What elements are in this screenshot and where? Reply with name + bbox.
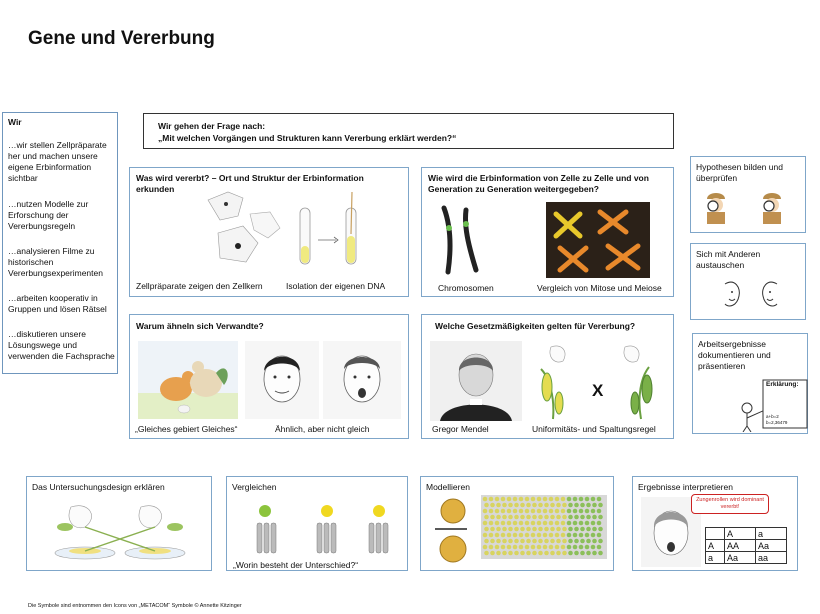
bottom-vergleichen: [226, 476, 408, 571]
wir-item-1: …wir stellen Zellpräparate her und machen unsere eigene Erbinformation sichtbar: [8, 140, 107, 183]
bottom-design-text: Das Untersuchungsdesign erklären: [32, 482, 165, 492]
panel-weitergegeben-caption-2: Vergleich von Mitose und Meiose: [537, 283, 662, 293]
side-dokumentieren: [692, 333, 808, 434]
punnett-cell: a: [756, 528, 787, 540]
side-austauschen-text: Sich mit Anderen austauschen: [696, 249, 761, 270]
panel-verwandte-heading: Warum ähneln sich Verwandte?: [136, 321, 264, 331]
punnett-cell: Aa: [756, 540, 787, 552]
bottom-interpretieren-text: Ergebnisse interpretieren: [638, 482, 733, 492]
board-formula-2: b=2,36479: [766, 420, 788, 425]
question-line-1: Wir gehen der Frage nach:: [158, 121, 266, 131]
question-box: [143, 113, 674, 149]
punnett-row: [706, 528, 787, 540]
footer-note: Die Symbole sind entnommen den Icons von „METACOM“ Symbole © Annette Kitzinger: [28, 603, 242, 609]
wir-item-2: …nutzen Modelle zur Erforschung der Vererbungsregeln: [8, 199, 89, 231]
panel-vererbt-caption-1: Zellpräparate zeigen den Zellkern: [136, 281, 263, 291]
cell-preparation-image: [198, 188, 288, 268]
magnifier-person-icon: [699, 189, 799, 225]
wir-item-4: …arbeiten kooperativ in Gruppen und lösen Rätsel: [8, 293, 107, 314]
chickens-image: [138, 341, 238, 419]
punnett-cell: [706, 528, 725, 540]
side-hypothesen: [690, 156, 806, 233]
chromosome-model-image: [430, 204, 490, 276]
panel-verwandte-caption-2: Ähnlich, aber nicht gleich: [275, 424, 370, 434]
panel-verwandte: [129, 314, 409, 439]
wir-heading: Wir: [8, 117, 22, 127]
panel-weitergegeben-caption-1: Chromosomen: [438, 283, 494, 293]
board-title: Erklärung:: [766, 381, 799, 388]
punnett-cell: AA: [725, 540, 756, 552]
bottom-design: [26, 476, 212, 571]
chromosome-compare-image: [247, 501, 397, 557]
punnett-cell: A: [725, 528, 756, 540]
side-austauschen: [690, 243, 806, 320]
panel-vererbt-heading: Was wird vererbt? – Ort und Struktur der Erbinformation erkunden: [136, 173, 364, 194]
panel-weitergegeben-heading: Wie wird die Erbinformation von Zelle zu Zelle und von Generation zu Generation weitergegeben?: [428, 173, 649, 194]
wir-item-3: …analysieren Filme zu historischen Vererbungsexperimenten: [8, 246, 103, 278]
panel-gesetze-caption-1: Gregor Mendel: [432, 424, 489, 434]
wir-box: [2, 112, 118, 374]
punnett-square: [705, 527, 787, 564]
punnett-row: [706, 540, 787, 552]
portrait-1-image: [245, 341, 319, 419]
bead-model-image: [481, 495, 607, 559]
board-formula-1: a+b=2: [766, 414, 779, 419]
wir-item-5: …diskutieren unsere Lösungswege und verwenden die Fachsprache: [8, 329, 115, 361]
talking-faces-icon: [721, 278, 781, 312]
bottom-modellieren: [420, 476, 614, 571]
page-title: Gene und Vererbung: [28, 28, 215, 49]
panel-gesetze-heading: Welche Gesetzmäßigkeiten gelten für Vererbung?: [435, 321, 636, 331]
punnett-cell: Aa: [725, 552, 756, 564]
punnett-row: [706, 552, 787, 564]
bottom-modellieren-text: Modellieren: [426, 482, 470, 492]
speech-bubble: Zungenrollen wird dominant vererbt!: [691, 494, 769, 514]
mendel-portrait-image: [430, 341, 522, 421]
bottom-interpretieren: [632, 476, 798, 571]
panel-vererbt-caption-2: Isolation der eigenen DNA: [286, 281, 386, 291]
bottom-vergleichen-text: Vergleichen: [232, 482, 277, 492]
bottom-vergleichen-question: „Worin besteht der Unterschied?“: [233, 560, 359, 570]
panel-gesetze: [421, 314, 674, 439]
cross-symbol: X: [592, 381, 604, 400]
punnett-cell: a: [706, 552, 725, 564]
mitosis-meiosis-image: [546, 202, 650, 278]
question-line-2: „Mit welchen Vorgängen und Strukturen kann Vererbung erklärt werden?“: [158, 133, 457, 143]
dna-isolation-image: [292, 190, 372, 270]
portrait-2-image: [323, 341, 401, 419]
panel-gesetze-caption-2: Uniformitäts- und Spaltungsregel: [532, 424, 656, 434]
experiment-design-image: [45, 497, 195, 567]
punnett-cell: aa: [756, 552, 787, 564]
side-dokumentieren-text: Arbeitsergebnisse dokumentieren und präsentieren: [698, 339, 771, 371]
panel-vererbt: [129, 167, 409, 297]
coin-fraction-image: [431, 497, 471, 567]
punnett-cell: A: [706, 540, 725, 552]
side-hypothesen-text: Hypothesen bilden und überprüfen: [696, 162, 783, 183]
panel-weitergegeben: [421, 167, 674, 297]
panel-verwandte-caption-1: „Gleiches gebiert Gleiches“: [135, 424, 238, 434]
